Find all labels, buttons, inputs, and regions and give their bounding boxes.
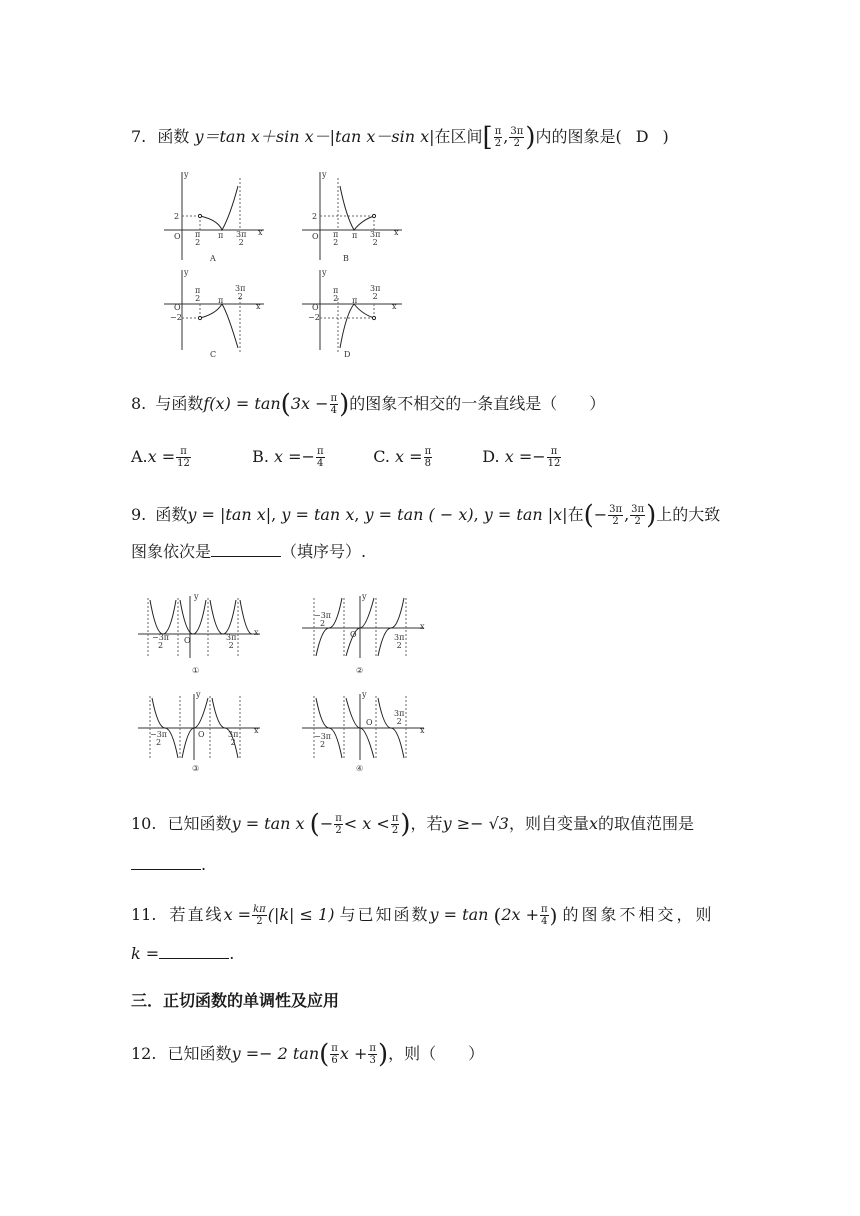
q11-answer-blank[interactable] — [159, 944, 229, 959]
q11-lhs: x = — [223, 905, 252, 924]
q11-function: y = tan — [429, 905, 489, 924]
q11-k: k = — [131, 944, 160, 963]
q7d-caption: D — [344, 350, 351, 359]
q10-number: 10. — [131, 814, 157, 833]
q9-prefix: 函数 — [155, 505, 188, 524]
q8-suffix: 的图象不相交的一条直线是（ ） — [349, 394, 606, 413]
q7-answer: D — [635, 127, 649, 146]
q8-option-c: C. x = $\frac{\pi}{8}$ — [373, 446, 432, 469]
q7-right-bracket: ) — [525, 122, 536, 153]
q9g2-origin: O — [350, 630, 357, 639]
q7c-x-label: x — [256, 302, 261, 311]
q8-number: 8. — [131, 394, 147, 413]
q12-line: 12. 已知函数y =− 2 tan( $\frac{\pi}{6}$ x + $\frac{\pi}{3}$ )，则（ ） — [131, 1039, 485, 1070]
q7d-xtick2: 3π 2 — [370, 284, 381, 301]
q11-mid: 与已知函数 — [339, 905, 430, 924]
q9g2-x-label: x — [420, 622, 425, 631]
q9-f3: y = tan ( − x) — [364, 505, 474, 524]
q9g3-y-label: y — [196, 690, 201, 699]
q9-graph-1 — [136, 592, 262, 662]
q7b-origin: O — [312, 232, 319, 241]
q12-prefix: 已知函数 — [167, 1044, 232, 1063]
q10-inequality: y ≥− √3 — [442, 814, 509, 833]
q8-arg-fraction: $\frac{\pi}{4}$ — [330, 393, 338, 416]
q9-in: 在 — [567, 505, 584, 524]
q10-line1: 10. 已知函数y = tan x (− $\frac{\pi}{2}$ < x < $\frac{\pi}{2}$ )，若y ≥− √3，则自变量x的取值范围是 — [131, 809, 695, 840]
q9-line2 — [131, 542, 366, 562]
q9g1-origin: O — [184, 636, 191, 645]
q10-cond-mid: < x < — [343, 814, 390, 833]
q12-number: 12. — [131, 1044, 157, 1063]
q9g2-y-label: y — [362, 592, 367, 601]
q9g1-y-label: y — [194, 592, 199, 601]
q7-interval-end: $\frac{3\pi}{2}$ — [510, 126, 524, 149]
q9g4-origin: O — [366, 718, 373, 727]
q9g3-origin: O — [198, 730, 205, 739]
q7c-y-label: y — [184, 268, 189, 277]
q10-end: . — [201, 855, 207, 874]
q9-f4: y = tan |x| — [483, 505, 568, 524]
q7b-x-label: x — [394, 228, 399, 237]
q7-close: ) — [662, 127, 669, 146]
q9-line2-prefix: 图象依次是 — [131, 542, 212, 561]
q9g2-caption: ② — [356, 666, 364, 675]
q10-if: ，若 — [410, 814, 443, 833]
q9-graph-4 — [300, 690, 426, 762]
q7a-ytick: 2 — [174, 212, 180, 221]
q7d-ytick: −2 — [308, 313, 320, 322]
q7b-xtick2: 3π 2 — [370, 230, 381, 247]
q9g4-x-label: x — [420, 726, 425, 735]
q8-tan: tan — [254, 394, 281, 413]
q11-cond: (|k| ≤ 1) — [267, 905, 335, 924]
q9-line1: 9. 函数y = |tan x|, y = tan x, y = tan ( − x), y = tan |x|在(− $\frac{3\pi}{2}$ , $\frac{3\pi}{2}$ )上的大致 — [131, 500, 721, 531]
q7d-xtick1: π 2 — [333, 286, 339, 303]
q8-line: 8. 与函数f(x) = tan(3x − $\frac{\pi}{4}$ )的图象不相交的一条直线是（ ） — [131, 389, 606, 420]
q7a-xpi: π — [218, 231, 224, 240]
q7-interval-start: $\frac{\pi}{2}$ — [494, 126, 502, 149]
q11-arg-fraction: $\frac{\pi}{4}$ — [541, 904, 548, 927]
q10-function: y = tan x — [231, 814, 305, 833]
q9g3-tick-left: −3π 2 — [150, 730, 168, 747]
q8-option-b: B. x =− $\frac{\pi}{4}$ — [252, 446, 324, 469]
q9g2-tick-right: 3π 2 — [394, 633, 405, 650]
q7b-ytick: 2 — [312, 212, 318, 221]
q7b-xpi: π — [352, 231, 358, 240]
q12-a-fraction: $\frac{\pi}{6}$ — [331, 1043, 338, 1066]
q9g4-tick-right: 3π 2 — [394, 709, 405, 726]
q9g4-caption: ④ — [356, 764, 364, 773]
q7a-caption: A — [210, 254, 216, 263]
q9-interval-right: $\frac{3\pi}{2}$ — [631, 504, 645, 527]
q10-cond-left: $\frac{\pi}{2}$ — [335, 813, 342, 836]
q10-line2 — [131, 855, 206, 875]
q11-line2 — [131, 944, 234, 964]
q11-line1: 11. 若直线x = $\frac{k\pi}{2}$ (|k| ≤ 1) 与已知函数y = tan (2x + $\frac{\pi}{4}$ ) 的图象不相交，则 — [131, 903, 715, 928]
q10-answer-blank[interactable] — [131, 855, 201, 870]
q7-left-bracket: [ — [482, 122, 493, 153]
q7b-caption: B — [343, 254, 349, 263]
q8-option-a: A.x = $\frac{\pi}{12}$ — [131, 446, 190, 469]
q7a-y-label: y — [184, 170, 189, 179]
q12-b-fraction: $\frac{\pi}{3}$ — [369, 1043, 376, 1066]
q9g4-tick-left: −3π 2 — [314, 732, 332, 749]
q7c-xtick1: π 2 — [195, 286, 201, 303]
q10-var: x — [588, 814, 599, 833]
q9g1-caption: ① — [192, 666, 200, 675]
q7a-x-label: x — [258, 228, 263, 237]
q7a-origin: O — [174, 232, 181, 241]
q12-suffix: ，则（ ） — [388, 1044, 485, 1063]
q7a-xtick2: 3π 2 — [236, 230, 247, 247]
q8-function-name: f(x) = — [203, 394, 255, 413]
q7d-xpi: π — [352, 296, 358, 305]
q9g3-tick-right: 3π 2 — [228, 730, 239, 747]
q9-f2: y = tan x — [281, 505, 355, 524]
q11-end: . — [229, 944, 235, 963]
q7b-y-label: y — [322, 170, 327, 179]
q9-number: 9. — [131, 505, 147, 524]
q11-k-fraction: $\frac{k\pi}{2}$ — [253, 904, 266, 927]
q10-then: ，则自变量 — [508, 814, 589, 833]
q9-line2-suffix: （填序号）. — [281, 542, 367, 561]
q9-interval-left: $\frac{3\pi}{2}$ — [609, 504, 623, 527]
q7-number: 7. — [131, 127, 147, 146]
q11-number: 11. — [131, 905, 157, 924]
q9-answer-blank[interactable] — [211, 542, 281, 557]
q7c-xpi: π — [218, 296, 224, 305]
q7-interval-word: 在区间 — [434, 127, 483, 146]
q7b-xtick1: π 2 — [333, 230, 339, 247]
q7d-x-label: x — [392, 302, 397, 311]
section-3-title: 三．正切函数的单调性及应用 — [131, 991, 340, 1010]
q8-options — [131, 446, 598, 469]
q12-function: y =− 2 tan — [231, 1044, 320, 1063]
q9g1-x-label: x — [254, 628, 259, 637]
q7c-xtick2: 3π 2 — [235, 284, 246, 301]
q7-prefix: 函数 — [157, 127, 195, 146]
q7-function: y＝tan x＋sin x－|tan x－sin x| — [194, 127, 435, 146]
q9g3-x-label: x — [254, 726, 259, 735]
q10-range-text: 的取值范围是 — [598, 814, 695, 833]
q9-suffix: 上的大致 — [656, 505, 721, 524]
q9-graph-3 — [136, 690, 262, 762]
q7c-caption: C — [210, 350, 217, 359]
q8-prefix: 与函数 — [155, 394, 204, 413]
q7d-origin: O — [312, 303, 319, 312]
q9-f1: y = |tan x| — [187, 505, 272, 524]
q7d-y-label: y — [322, 268, 327, 277]
q8-option-d: D. x =− $\frac{\pi}{12}$ — [482, 446, 561, 469]
q9g2-tick-left: −3π 2 — [314, 611, 332, 628]
q7a-xtick1: π 2 — [195, 230, 201, 247]
q9g1-tick-right: 3π 2 — [226, 633, 237, 650]
q7-suffix: 内的图象是( — [535, 127, 622, 146]
q9g4-y-label: y — [362, 690, 367, 699]
q11-suffix: 的图象不相交，则 — [562, 905, 715, 924]
q7c-origin: O — [174, 303, 181, 312]
q8-arg: 3x − — [290, 394, 329, 413]
q7c-ytick: −2 — [170, 313, 182, 322]
q10-prefix: 已知函数 — [167, 814, 232, 833]
q9g3-caption: ③ — [192, 764, 200, 773]
q7-line: 7. 函数 y＝tan x＋sin x－|tan x－sin x|在区间[ $\frac{\pi}{2}$ , $\frac{3\pi}{2}$ )内的图象是( D ) — [131, 122, 669, 153]
q9g1-tick-left: −3π 2 — [152, 633, 170, 650]
q11-prefix: 若直线 — [169, 905, 224, 924]
q10-cond-right: $\frac{\pi}{2}$ — [391, 813, 399, 836]
